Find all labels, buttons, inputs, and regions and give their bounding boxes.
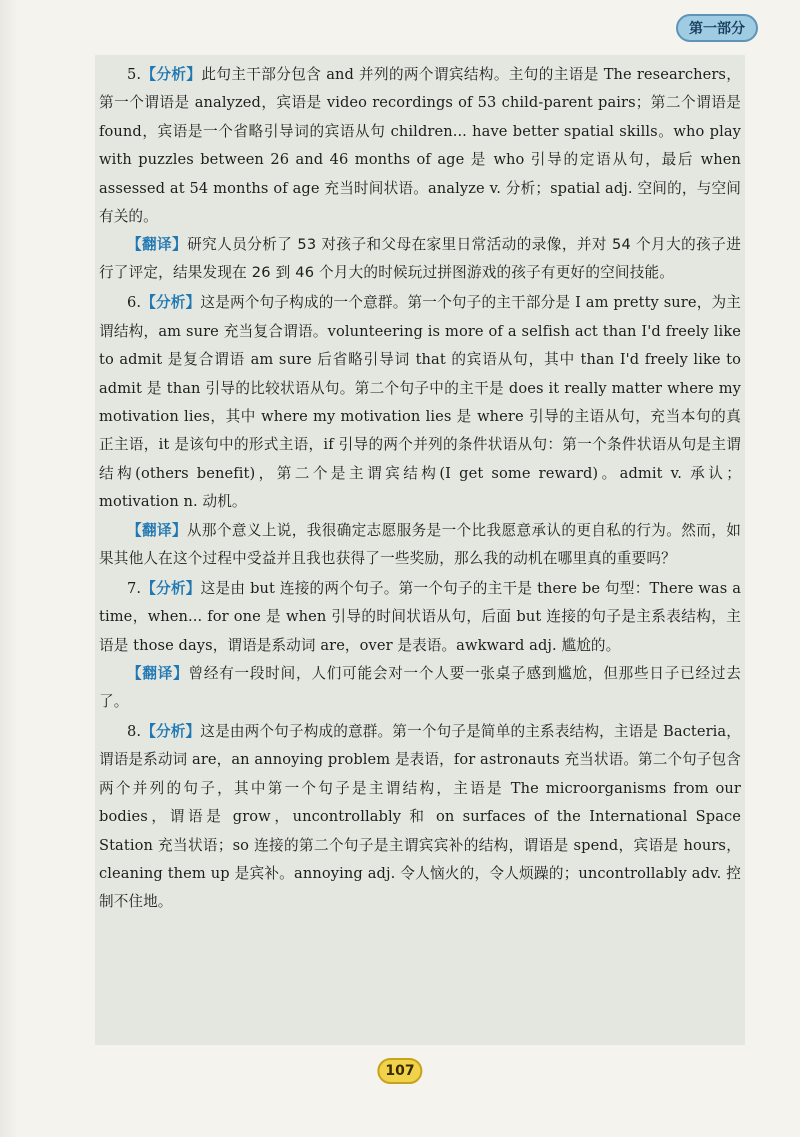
translation-tag: 【翻译】 — [127, 521, 187, 539]
entry-6-translation — [99, 517, 741, 573]
translation-text: 研究人员分析了 53 对孩子和父母在家里日常活动的录像，并对 54 个月大的孩子进行了评定，结果发现在 26 到 46 个月大的时候玩过拼图游戏的孩子有更好的空间技能。 — [99, 236, 741, 282]
translation-tag: 【翻译】 — [127, 236, 188, 254]
page-edge — [0, 0, 18, 1137]
entry-5-analysis: 5.【分析】此句主干部分包含 and 并列的两个谓宾结构。主句的主语是 The researchers，第一个谓语是 analyzed，宾语是 video recordings of 53 child-parent pairs；第二个谓语是 found，宾语是一个省略引导词的宾语从句 children... have better spatial skills。who play with puzzles between 26 and 46 months of age 是 who 引导的定语从句，最后 when assessed at 54 months of age 充当时间状语。analyze v. 分析；spatial adj. 空间的，与空间有关的。 — [99, 66, 741, 226]
page-number: 107 — [377, 1058, 422, 1084]
analysis-tag: 【分析】 — [141, 579, 201, 597]
entry-8-analysis: 8.【分析】这是由两个句子构成的意群。第一个句子是简单的主系表结构，主语是 Bacteria，谓语是系动词 are，an annoying problem 是表语，for astronauts 充当状语。第二个句子包含两个并列的句子，其中第一个句子是主谓结构，主语是 The microorganisms from our bodies，谓语是 grow，uncontrollably 和 on surfaces of the International Space Station 充当状语；so 连接的第二个句子是主谓宾宾补的结构，谓语是 spend，宾语是 hours，cleaning them up 是宾补。annoying adj. 令人恼火的，令人烦躁的；uncontrollably adv. 控制不住地。 — [99, 722, 742, 911]
entry-7-translation — [99, 660, 741, 716]
translation-text: 曾经有一段时间，人们可能会对一个人要一张桌子感到尴尬，但那些日子已经过去了。 — [99, 664, 741, 710]
analysis-tag: 【分析】 — [141, 294, 201, 312]
translation-tag: 【翻译】 — [127, 664, 189, 682]
entry-5-translation — [99, 231, 741, 287]
content-box — [95, 55, 745, 1045]
analysis-tag: 【分析】 — [141, 722, 201, 740]
entry-7-analysis: 7.【分析】这是由 but 连接的两个句子。第一个句子的主干是 there be 句型：There was a time，when... for one 是 when 引导的时间状语从句，后面 but 连接的句子是主系表结构，主语是 those days，谓语是系动词 are，over 是表语。awkward adj. 尴尬的。 — [99, 579, 741, 654]
analysis-tag: 【分析】 — [141, 66, 202, 83]
section-tab: 第一部分 — [676, 14, 758, 42]
translation-text: 从那个意义上说，我很确定志愿服务是一个比我愿意承认的更自私的行为。然而，如果其他人在这个过程中受益并且我也获得了一些奖励，那么我的动机在哪里真的重要吗？ — [99, 521, 741, 567]
entry-6-analysis: 6.【分析】这是两个句子构成的一个意群。第一个句子的主干部分是 I am pretty sure，为主谓结构，am sure 充当复合谓语。volunteering is more of a selfish act than I'd freely like to admit 是复合谓语 am sure 后省略引导词 that 的宾语从句，其中 than I'd freely like to admit 是 than 引导的比较状语从句。第二个句子中的主干是 does it really matter where my motivation lies，其中 where my motivation lies 是 where 引导的主语从句，充当本句的真正主语，it 是该句中的形式主语，if 引导的两个并列的条件状语从句：第一个条件状语从句是主谓结构(others benefit)，第二个是主谓宾结构(I get some reward)。admit v. 承认；motivation n. 动机。 — [99, 294, 741, 511]
